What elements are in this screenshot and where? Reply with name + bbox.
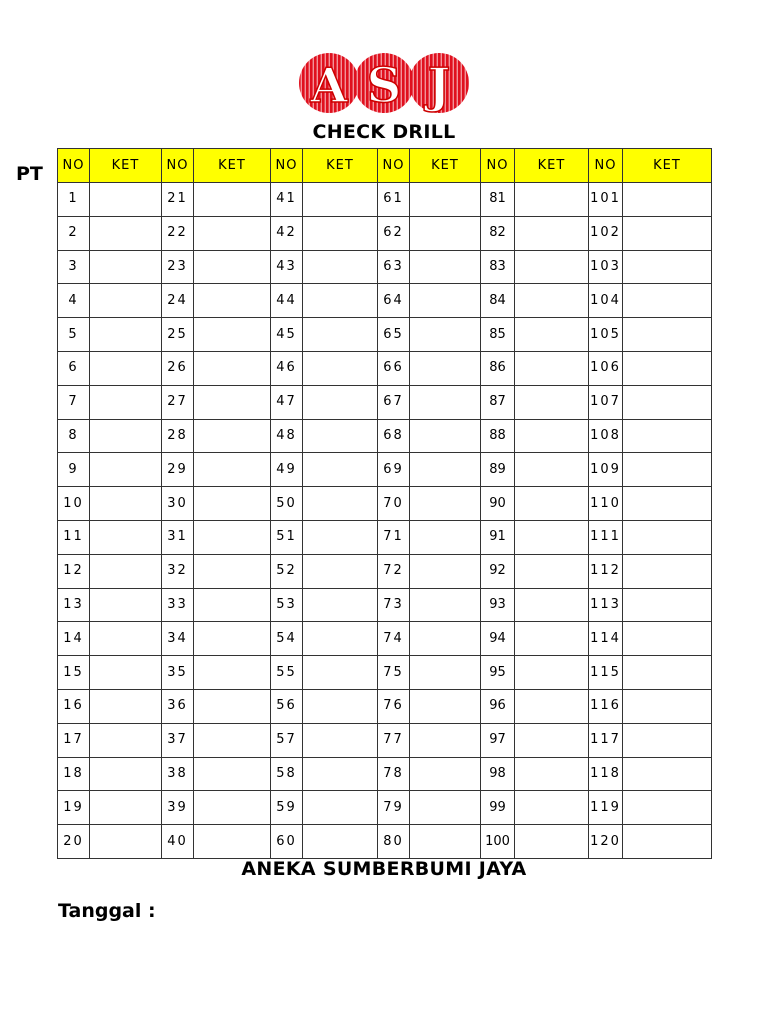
ket-cell[interactable] — [515, 318, 589, 352]
row-number: 74 — [378, 622, 410, 656]
row-number: 110 — [589, 487, 623, 521]
svg-text:A: A — [310, 58, 348, 114]
row-number: 7 — [58, 385, 90, 419]
ket-cell[interactable] — [410, 487, 481, 521]
row-number: 92 — [481, 554, 515, 588]
row-number: 56 — [271, 689, 303, 723]
ket-cell[interactable] — [303, 825, 378, 859]
row-number: 71 — [378, 520, 410, 554]
header-ket: KET — [623, 149, 712, 183]
ket-cell[interactable] — [90, 825, 162, 859]
ket-cell[interactable] — [410, 689, 481, 723]
ket-cell[interactable] — [623, 318, 712, 352]
row-number: 32 — [162, 554, 194, 588]
ket-cell[interactable] — [410, 284, 481, 318]
table-row — [58, 825, 712, 859]
row-number: 113 — [589, 588, 623, 622]
row-number: 118 — [589, 757, 623, 791]
ket-cell[interactable] — [194, 487, 271, 521]
header-no: NO — [589, 149, 623, 183]
ket-cell[interactable] — [90, 250, 162, 284]
table-row — [58, 250, 712, 284]
row-number: 55 — [271, 656, 303, 690]
ket-cell[interactable] — [410, 453, 481, 487]
row-number: 51 — [271, 520, 303, 554]
row-number: 54 — [271, 622, 303, 656]
ket-cell[interactable] — [515, 622, 589, 656]
table-row — [58, 656, 712, 690]
ket-cell[interactable] — [90, 183, 162, 217]
row-number: 65 — [378, 318, 410, 352]
row-number: 28 — [162, 419, 194, 453]
ket-cell[interactable] — [194, 588, 271, 622]
row-number: 3 — [58, 250, 90, 284]
row-number: 38 — [162, 757, 194, 791]
table-row — [58, 757, 712, 791]
row-number: 48 — [271, 419, 303, 453]
row-number: 112 — [589, 554, 623, 588]
table-row — [58, 520, 712, 554]
ket-cell[interactable] — [623, 757, 712, 791]
ket-cell[interactable] — [515, 385, 589, 419]
ket-cell[interactable] — [194, 250, 271, 284]
header-no: NO — [271, 149, 303, 183]
header-ket: KET — [303, 149, 378, 183]
ket-cell[interactable] — [623, 825, 712, 859]
row-number: 37 — [162, 723, 194, 757]
row-number: 23 — [162, 250, 194, 284]
row-number: 35 — [162, 656, 194, 690]
ket-cell[interactable] — [410, 183, 481, 217]
row-number: 21 — [162, 183, 194, 217]
row-number: 46 — [271, 351, 303, 385]
ket-cell[interactable] — [623, 622, 712, 656]
row-number: 39 — [162, 791, 194, 825]
row-number: 45 — [271, 318, 303, 352]
asj-logo — [298, 50, 470, 116]
header-ket: KET — [515, 149, 589, 183]
ket-cell[interactable] — [515, 656, 589, 690]
row-number: 47 — [271, 385, 303, 419]
row-number: 60 — [271, 825, 303, 859]
ket-cell[interactable] — [303, 757, 378, 791]
row-number: 91 — [481, 520, 515, 554]
ket-cell[interactable] — [515, 487, 589, 521]
row-number: 90 — [481, 487, 515, 521]
row-number: 88 — [481, 419, 515, 453]
row-number: 98 — [481, 757, 515, 791]
row-number: 77 — [378, 723, 410, 757]
ket-cell[interactable] — [90, 757, 162, 791]
row-number: 27 — [162, 385, 194, 419]
row-number: 59 — [271, 791, 303, 825]
row-number: 79 — [378, 791, 410, 825]
ket-cell[interactable] — [623, 656, 712, 690]
row-number: 108 — [589, 419, 623, 453]
row-number: 93 — [481, 588, 515, 622]
row-number: 89 — [481, 453, 515, 487]
ket-cell[interactable] — [410, 757, 481, 791]
ket-cell[interactable] — [410, 791, 481, 825]
ket-cell[interactable] — [410, 250, 481, 284]
ket-cell[interactable] — [90, 588, 162, 622]
ket-cell[interactable] — [90, 554, 162, 588]
ket-cell[interactable] — [515, 723, 589, 757]
ket-cell[interactable] — [623, 351, 712, 385]
row-number: 81 — [481, 183, 515, 217]
ket-cell[interactable] — [194, 385, 271, 419]
row-number: 120 — [589, 825, 623, 859]
ket-cell[interactable] — [410, 723, 481, 757]
row-number: 82 — [481, 216, 515, 250]
ket-cell[interactable] — [194, 656, 271, 690]
ket-cell[interactable] — [515, 825, 589, 859]
ket-cell[interactable] — [90, 656, 162, 690]
row-number: 9 — [58, 453, 90, 487]
row-number: 63 — [378, 250, 410, 284]
row-number: 68 — [378, 419, 410, 453]
pt-label: PT — [16, 163, 43, 185]
row-number: 115 — [589, 656, 623, 690]
ket-cell[interactable] — [303, 656, 378, 690]
row-number: 80 — [378, 825, 410, 859]
ket-cell[interactable] — [623, 250, 712, 284]
ket-cell[interactable] — [194, 825, 271, 859]
ket-cell[interactable] — [303, 622, 378, 656]
row-number: 64 — [378, 284, 410, 318]
ket-cell[interactable] — [303, 520, 378, 554]
row-number: 19 — [58, 791, 90, 825]
table-row — [58, 453, 712, 487]
table-row — [58, 284, 712, 318]
ket-cell[interactable] — [303, 250, 378, 284]
ket-cell[interactable] — [194, 419, 271, 453]
row-number: 70 — [378, 487, 410, 521]
row-number: 14 — [58, 622, 90, 656]
ket-cell[interactable] — [410, 554, 481, 588]
row-number: 5 — [58, 318, 90, 352]
ket-cell[interactable] — [90, 318, 162, 352]
row-number: 49 — [271, 453, 303, 487]
ket-cell[interactable] — [194, 183, 271, 217]
row-number: 42 — [271, 216, 303, 250]
row-number: 116 — [589, 689, 623, 723]
ket-cell[interactable] — [623, 791, 712, 825]
ket-cell[interactable] — [194, 453, 271, 487]
date-label: Tanggal : — [58, 900, 156, 922]
row-number: 18 — [58, 757, 90, 791]
ket-cell[interactable] — [303, 791, 378, 825]
row-number: 69 — [378, 453, 410, 487]
table-row — [58, 689, 712, 723]
ket-cell[interactable] — [303, 351, 378, 385]
svg-text:S: S — [366, 58, 402, 114]
ket-cell[interactable] — [303, 216, 378, 250]
row-number: 117 — [589, 723, 623, 757]
ket-cell[interactable] — [410, 622, 481, 656]
header-no: NO — [162, 149, 194, 183]
table-row — [58, 723, 712, 757]
row-number: 102 — [589, 216, 623, 250]
ket-cell[interactable] — [194, 284, 271, 318]
row-number: 58 — [271, 757, 303, 791]
row-number: 12 — [58, 554, 90, 588]
row-number: 6 — [58, 351, 90, 385]
ket-cell[interactable] — [194, 791, 271, 825]
row-number: 36 — [162, 689, 194, 723]
row-number: 1 — [58, 183, 90, 217]
ket-cell[interactable] — [410, 351, 481, 385]
ket-cell[interactable] — [303, 453, 378, 487]
ket-cell[interactable] — [623, 453, 712, 487]
ket-cell[interactable] — [410, 588, 481, 622]
ket-cell[interactable] — [90, 453, 162, 487]
ket-cell[interactable] — [303, 723, 378, 757]
ket-cell[interactable] — [410, 656, 481, 690]
table-row — [58, 791, 712, 825]
row-number: 105 — [589, 318, 623, 352]
table-row — [58, 487, 712, 521]
ket-cell[interactable] — [410, 520, 481, 554]
ket-cell[interactable] — [194, 723, 271, 757]
ket-cell[interactable] — [303, 689, 378, 723]
ket-cell[interactable] — [515, 757, 589, 791]
ket-cell[interactable] — [410, 385, 481, 419]
ket-cell[interactable] — [515, 250, 589, 284]
row-number: 34 — [162, 622, 194, 656]
row-number: 17 — [58, 723, 90, 757]
table-row — [58, 183, 712, 217]
row-number: 106 — [589, 351, 623, 385]
ket-cell[interactable] — [303, 284, 378, 318]
table-row — [58, 554, 712, 588]
ket-cell[interactable] — [303, 487, 378, 521]
row-number: 16 — [58, 689, 90, 723]
ket-cell[interactable] — [623, 689, 712, 723]
ket-cell[interactable] — [194, 520, 271, 554]
table-row — [58, 351, 712, 385]
ket-cell[interactable] — [194, 351, 271, 385]
row-number: 97 — [481, 723, 515, 757]
row-number: 41 — [271, 183, 303, 217]
row-number: 73 — [378, 588, 410, 622]
row-number: 76 — [378, 689, 410, 723]
row-number: 119 — [589, 791, 623, 825]
row-number: 44 — [271, 284, 303, 318]
row-number: 8 — [58, 419, 90, 453]
row-number: 99 — [481, 791, 515, 825]
ket-cell[interactable] — [623, 487, 712, 521]
row-number: 11 — [58, 520, 90, 554]
ket-cell[interactable] — [303, 318, 378, 352]
table-row — [58, 216, 712, 250]
row-number: 53 — [271, 588, 303, 622]
row-number: 94 — [481, 622, 515, 656]
row-number: 83 — [481, 250, 515, 284]
row-number: 13 — [58, 588, 90, 622]
row-number: 62 — [378, 216, 410, 250]
ket-cell[interactable] — [194, 216, 271, 250]
row-number: 20 — [58, 825, 90, 859]
row-number: 107 — [589, 385, 623, 419]
row-number: 78 — [378, 757, 410, 791]
table-row — [58, 588, 712, 622]
ket-cell[interactable] — [515, 791, 589, 825]
page-title: CHECK DRILL — [312, 121, 456, 143]
ket-cell[interactable] — [194, 757, 271, 791]
table-row — [58, 318, 712, 352]
row-number: 100 — [481, 825, 515, 859]
row-number: 50 — [271, 487, 303, 521]
row-number: 33 — [162, 588, 194, 622]
ket-cell[interactable] — [515, 351, 589, 385]
row-number: 114 — [589, 622, 623, 656]
row-number: 40 — [162, 825, 194, 859]
ket-cell[interactable] — [303, 385, 378, 419]
table-header-row — [58, 149, 712, 183]
logo-circle-s — [354, 53, 414, 114]
ket-cell[interactable] — [623, 385, 712, 419]
ket-cell[interactable] — [623, 520, 712, 554]
logo-circle-a — [299, 53, 359, 114]
row-number: 61 — [378, 183, 410, 217]
ket-cell[interactable] — [303, 554, 378, 588]
ket-cell[interactable] — [410, 825, 481, 859]
ket-cell[interactable] — [90, 689, 162, 723]
ket-cell[interactable] — [515, 554, 589, 588]
check-drill-table — [57, 148, 712, 859]
row-number: 57 — [271, 723, 303, 757]
header-no: NO — [58, 149, 90, 183]
ket-cell[interactable] — [515, 588, 589, 622]
row-number: 66 — [378, 351, 410, 385]
row-number: 24 — [162, 284, 194, 318]
ket-cell[interactable] — [90, 385, 162, 419]
ket-cell[interactable] — [515, 689, 589, 723]
ket-cell[interactable] — [623, 284, 712, 318]
row-number: 22 — [162, 216, 194, 250]
table-row — [58, 385, 712, 419]
row-number: 67 — [378, 385, 410, 419]
header-ket: KET — [90, 149, 162, 183]
ket-cell[interactable] — [515, 183, 589, 217]
svg-text:J: J — [427, 58, 451, 114]
ket-cell[interactable] — [90, 487, 162, 521]
row-number: 96 — [481, 689, 515, 723]
row-number: 95 — [481, 656, 515, 690]
header-ket: KET — [194, 149, 271, 183]
ket-cell[interactable] — [623, 216, 712, 250]
ket-cell[interactable] — [90, 419, 162, 453]
row-number: 104 — [589, 284, 623, 318]
row-number: 30 — [162, 487, 194, 521]
ket-cell[interactable] — [515, 284, 589, 318]
row-number: 75 — [378, 656, 410, 690]
row-number: 4 — [58, 284, 90, 318]
ket-cell[interactable] — [515, 419, 589, 453]
row-number: 52 — [271, 554, 303, 588]
row-number: 43 — [271, 250, 303, 284]
row-number: 85 — [481, 318, 515, 352]
ket-cell[interactable] — [303, 588, 378, 622]
company-name: ANEKA SUMBERBUMI JAYA — [241, 858, 527, 880]
ket-cell[interactable] — [515, 520, 589, 554]
ket-cell[interactable] — [194, 318, 271, 352]
row-number: 101 — [589, 183, 623, 217]
header-no: NO — [378, 149, 410, 183]
ket-cell[interactable] — [623, 723, 712, 757]
ket-cell[interactable] — [303, 183, 378, 217]
ket-cell[interactable] — [623, 554, 712, 588]
ket-cell[interactable] — [90, 520, 162, 554]
ket-cell[interactable] — [194, 689, 271, 723]
ket-cell[interactable] — [90, 723, 162, 757]
ket-cell[interactable] — [410, 419, 481, 453]
table-row — [58, 419, 712, 453]
ket-cell[interactable] — [90, 351, 162, 385]
ket-cell[interactable] — [90, 216, 162, 250]
row-number: 15 — [58, 656, 90, 690]
ket-cell[interactable] — [410, 318, 481, 352]
row-number: 72 — [378, 554, 410, 588]
ket-cell[interactable] — [303, 419, 378, 453]
ket-cell[interactable] — [410, 216, 481, 250]
ket-cell[interactable] — [515, 453, 589, 487]
row-number: 2 — [58, 216, 90, 250]
ket-cell[interactable] — [515, 216, 589, 250]
row-number: 25 — [162, 318, 194, 352]
row-number: 86 — [481, 351, 515, 385]
row-number: 26 — [162, 351, 194, 385]
row-number: 31 — [162, 520, 194, 554]
ket-cell[interactable] — [194, 554, 271, 588]
row-number: 109 — [589, 453, 623, 487]
header-ket: KET — [410, 149, 481, 183]
ket-cell[interactable] — [90, 284, 162, 318]
row-number: 111 — [589, 520, 623, 554]
ket-cell[interactable] — [90, 622, 162, 656]
ket-cell[interactable] — [623, 419, 712, 453]
ket-cell[interactable] — [90, 791, 162, 825]
row-number: 84 — [481, 284, 515, 318]
row-number: 103 — [589, 250, 623, 284]
header-no: NO — [481, 149, 515, 183]
ket-cell[interactable] — [623, 183, 712, 217]
row-number: 87 — [481, 385, 515, 419]
logo-circle-j — [409, 53, 469, 114]
table-row — [58, 622, 712, 656]
ket-cell[interactable] — [194, 622, 271, 656]
row-number: 29 — [162, 453, 194, 487]
ket-cell[interactable] — [623, 588, 712, 622]
row-number: 10 — [58, 487, 90, 521]
